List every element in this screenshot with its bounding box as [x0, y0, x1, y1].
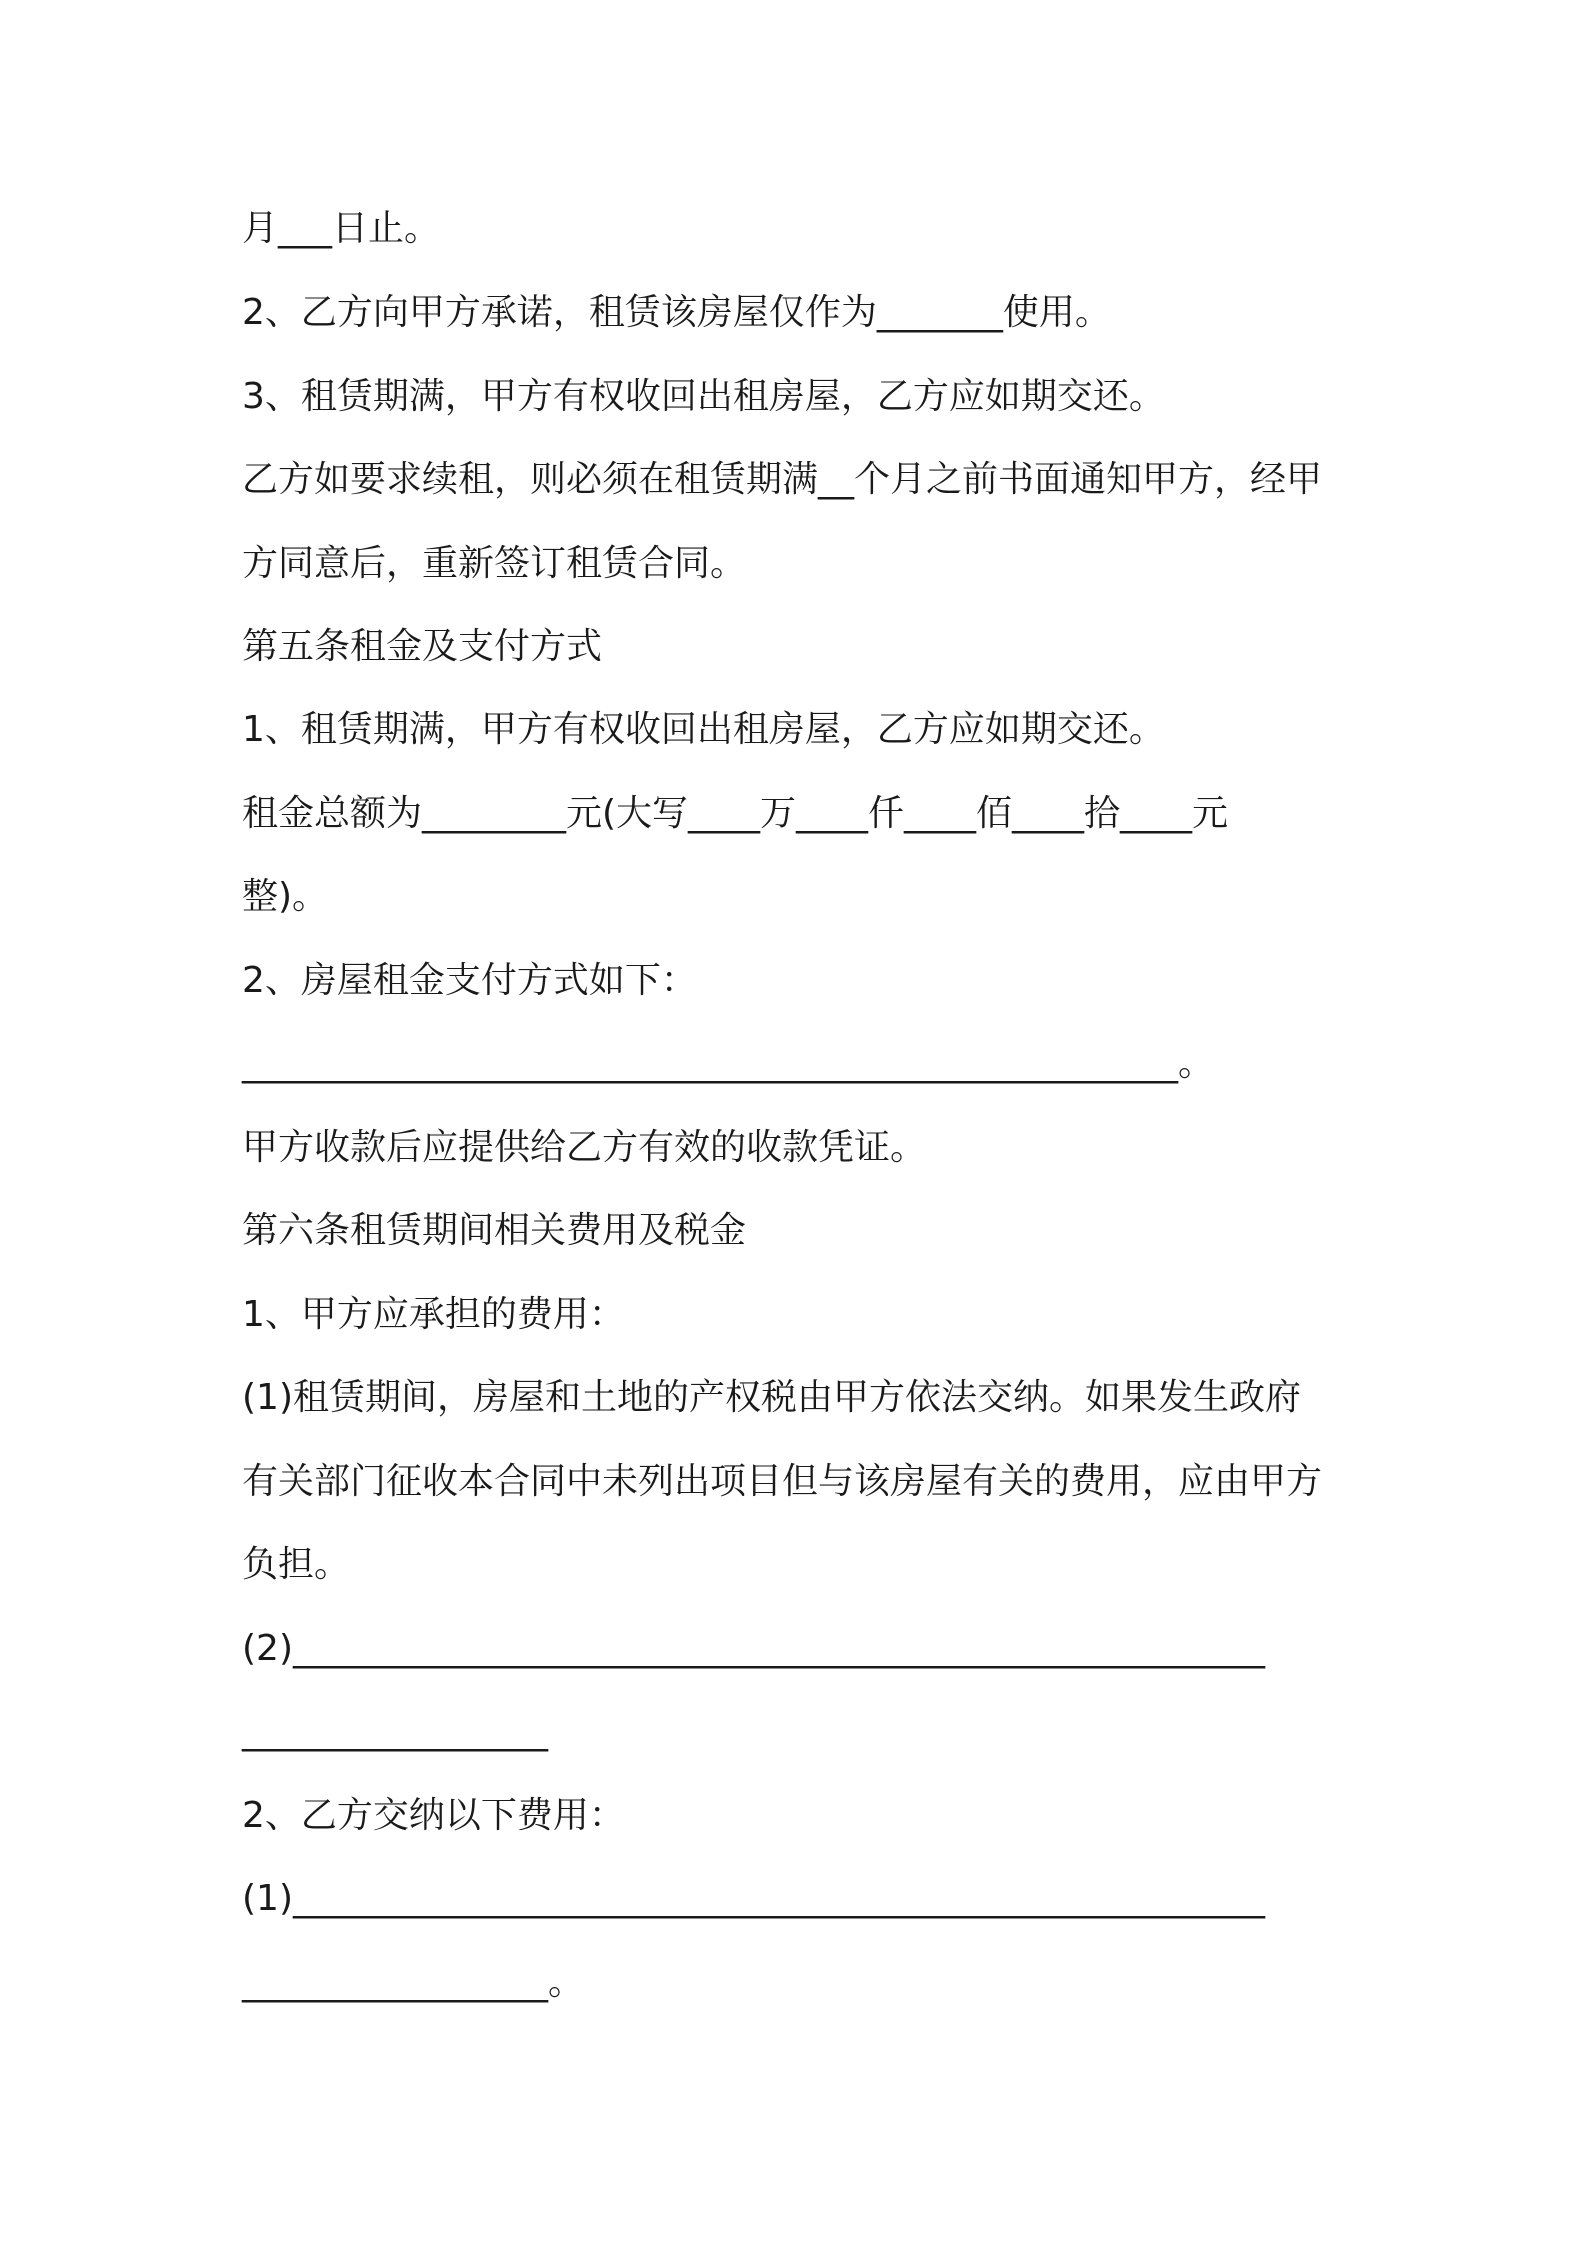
text-line: 1、租赁期满，甲方有权收回出租房屋，乙方应如期交还。	[242, 709, 1165, 750]
blank-fill-line: (1)______________________________________________________	[242, 1878, 1265, 1919]
text-line: 乙方如要求续租，则必须在租赁期满__个月之前书面通知甲方，经甲	[242, 459, 1323, 500]
section-heading: 第五条租金及支付方式	[242, 626, 603, 667]
blank-fill-line: _________________	[242, 1711, 548, 1752]
blank-fill-line: _________________。	[242, 1962, 584, 2003]
text-line: (1)租赁期间，房屋和土地的产权税由甲方依法交纳。如果发生政府	[242, 1377, 1301, 1418]
text-line: 负担。	[242, 1544, 351, 1585]
text-line: 2、乙方向甲方承诺，租赁该房屋仅作为_______使用。	[242, 292, 1111, 333]
text-line: 甲方收款后应提供给乙方有效的收款凭证。	[242, 1127, 927, 1168]
text-line: 有关部门征收本合同中未列出项目但与该房屋有关的费用，应由甲方	[242, 1461, 1323, 1502]
text-line: 方同意后，重新签订租赁合同。	[242, 543, 747, 584]
text-line: 租金总额为________元(大写____万____仟____佰____拾____元	[242, 793, 1229, 834]
blank-fill-line: ____________________________________________________。	[242, 1043, 1214, 1084]
text-line: 3、租赁期满，甲方有权收回出租房屋，乙方应如期交还。	[242, 376, 1165, 417]
blank-fill-line: (2)______________________________________________________	[242, 1628, 1265, 1669]
text-line: 整)。	[242, 876, 329, 917]
text-line: 2、乙方交纳以下费用：	[242, 1795, 625, 1836]
section-heading: 第六条租赁期间相关费用及税金	[242, 1210, 747, 1251]
text-line: 月___日止。	[242, 208, 441, 249]
text-line: 1、甲方应承担的费用：	[242, 1294, 625, 1335]
text-line: 2、房屋租金支付方式如下：	[242, 960, 697, 1001]
